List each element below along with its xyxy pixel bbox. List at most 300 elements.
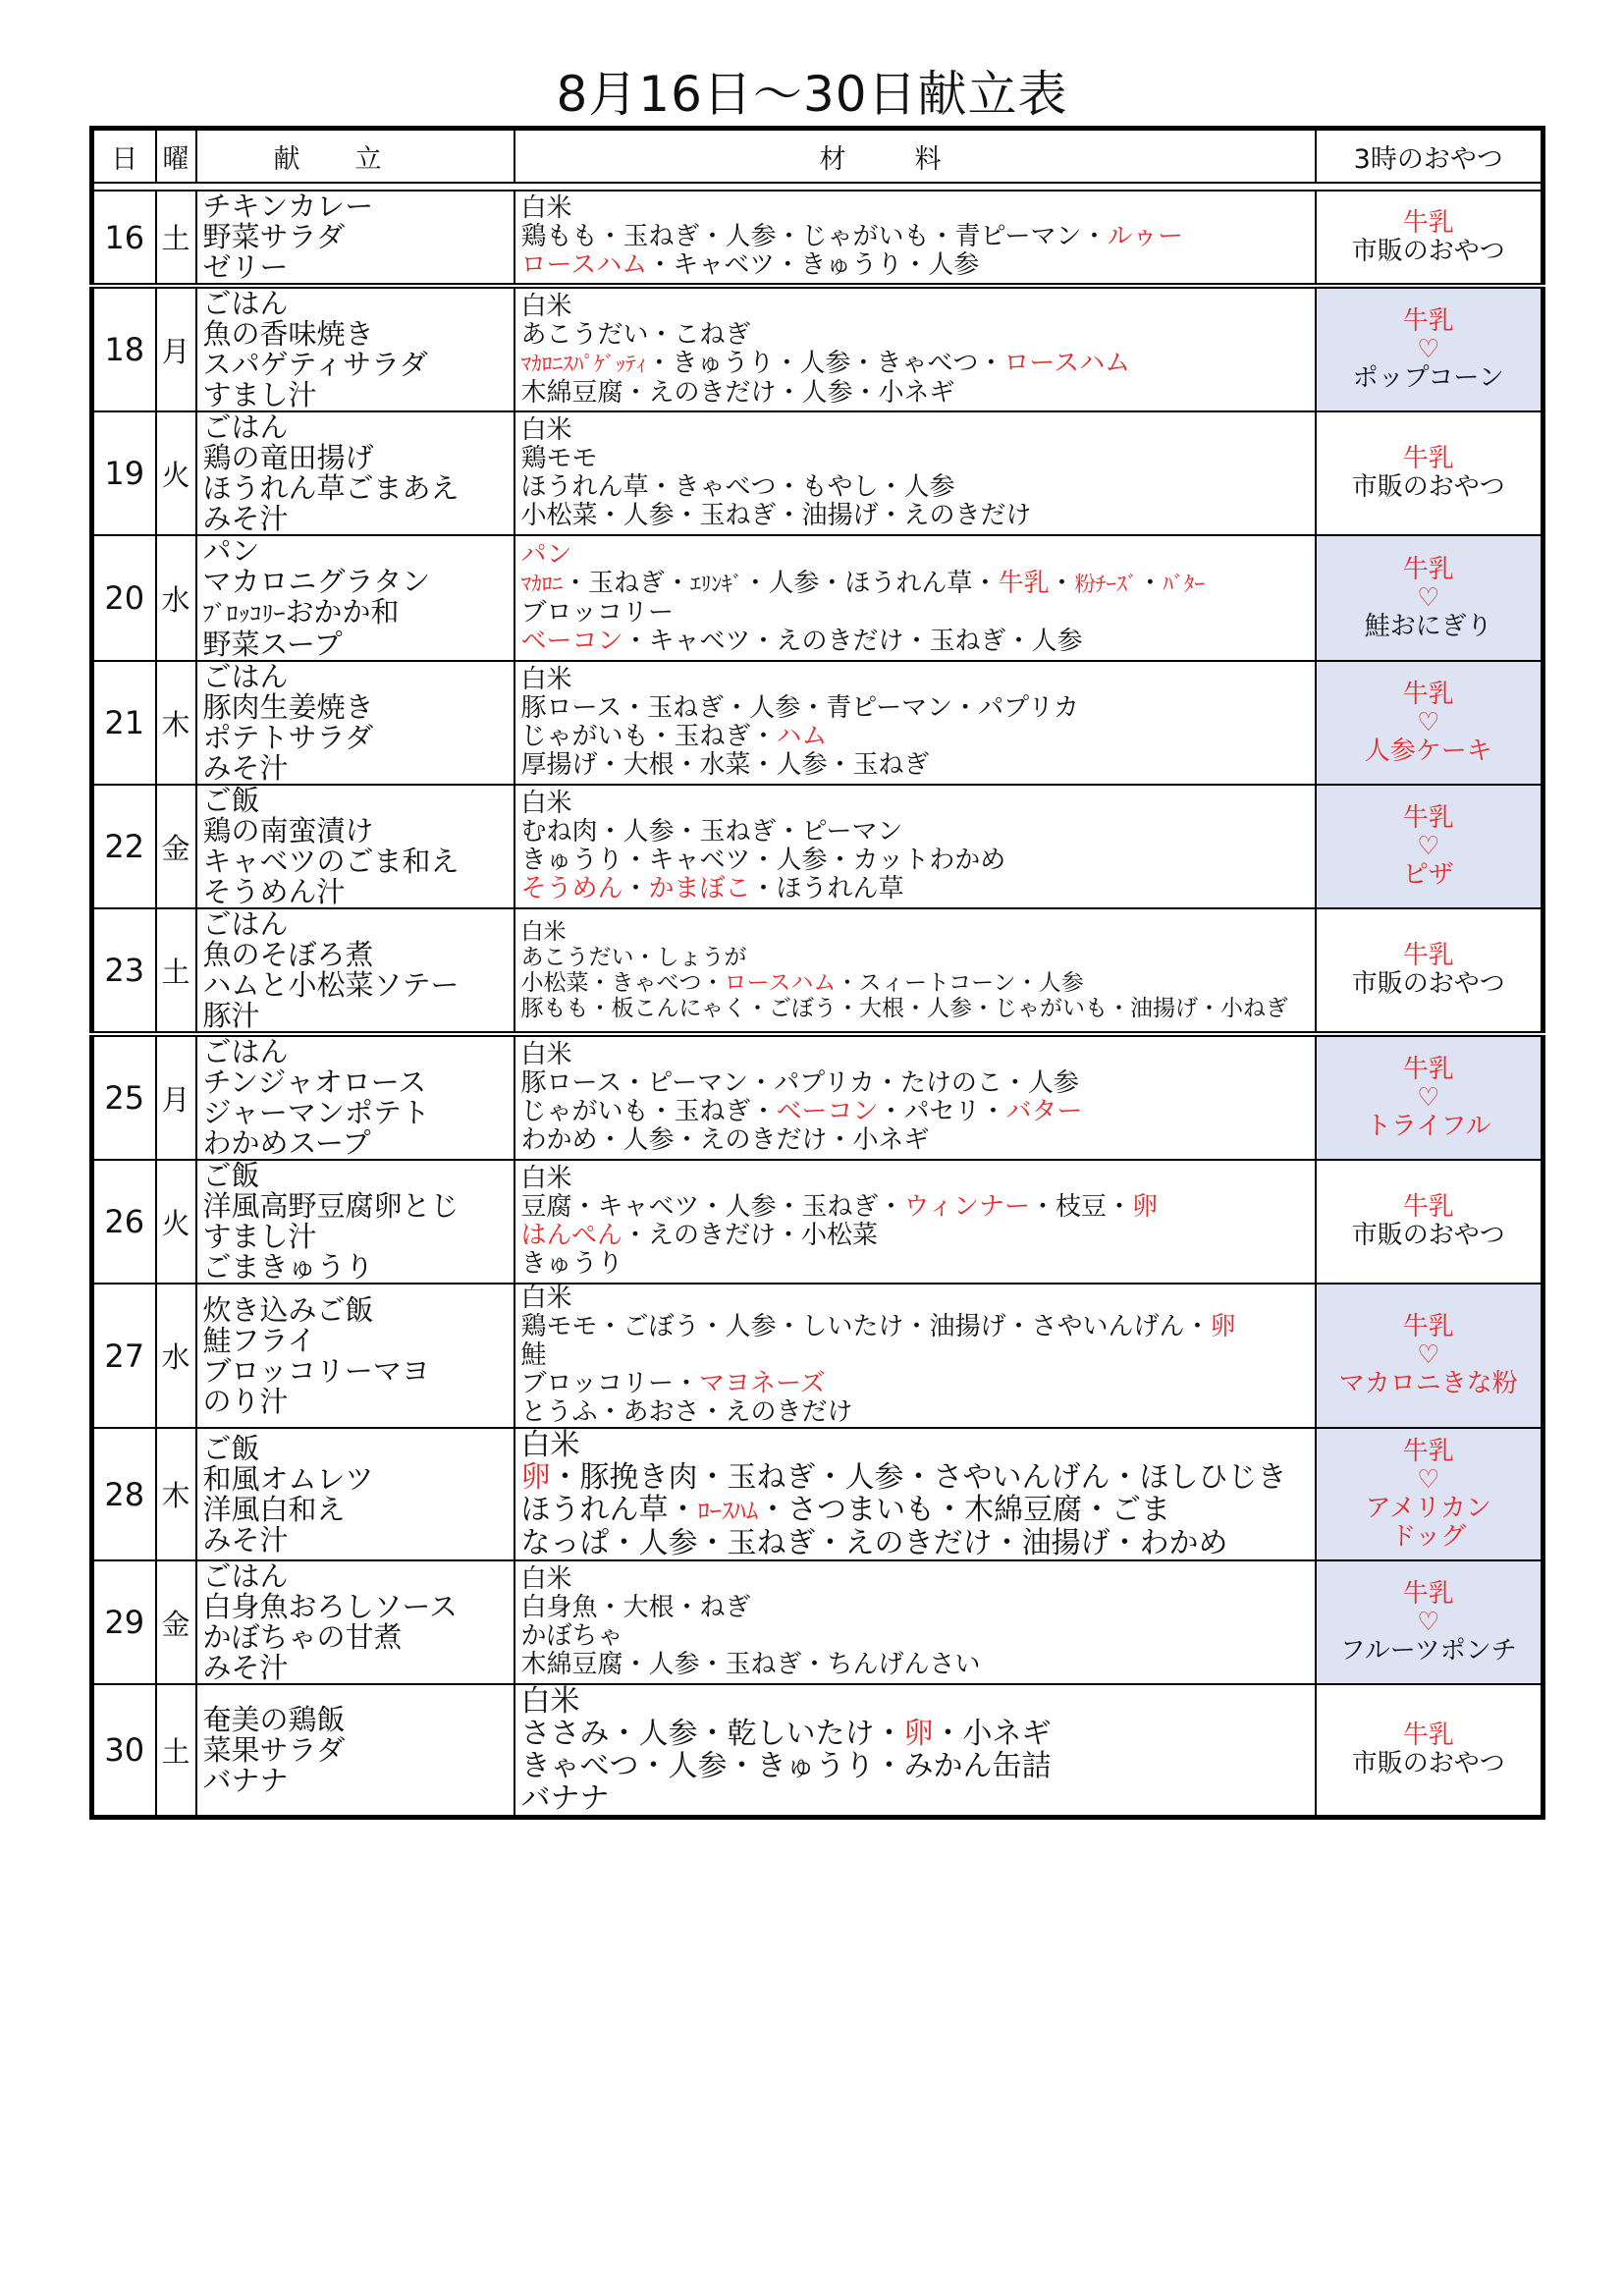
ingredient-text: ・小ネギ [933,1717,1052,1751]
menu-cell [196,1560,514,1684]
ingredient-highlight: 卵 [903,1717,934,1751]
snack-cell [1316,191,1543,286]
weekday-cell: 火 [156,1160,196,1284]
dish-name: すまし汁 [202,1220,317,1253]
ingredient-line [521,1069,1315,1098]
day-cell: 27 [92,1284,156,1428]
ingredient-text: ほうれん草・きゃべつ・もやし・人参 [520,472,955,502]
ingredient-highlight: そうめん [520,874,623,903]
dish-name: そうめん汁 [202,875,346,908]
ingredient-line [521,350,1315,379]
ingredient-line [521,1250,1315,1279]
table-row [92,1160,1543,1284]
menu-cell [196,286,514,411]
ingredient-text: 白米 [520,789,572,818]
ingredient-text: きゃべつ・人参・きゅうり・みかん缶詰 [520,1749,1052,1783]
dish-name: 和風オムレツ [202,1461,374,1496]
dish-name: わかめスープ [202,1126,371,1160]
ingredient-line [521,1370,1315,1398]
ingredient-text: 白米 [520,1164,572,1193]
ingredient-text: 白米 [520,1040,572,1069]
dish-name: パン [202,534,260,568]
snack-cell [1316,1034,1543,1160]
snack-cell [1316,785,1543,908]
dish-name: ポテトサラダ [202,721,374,754]
ingredients-cell [514,286,1316,411]
ingredient-highlight: ベーコン [520,626,623,656]
ingredient-text: ・人参・ほうれん草・ [742,568,999,598]
ingredient-line [521,1193,1315,1222]
ingredient-text: ・さつまいも・木綿豆腐・ごま [758,1493,1170,1527]
ingredient-text: とうふ・あおさ・えのきだけ [520,1397,853,1427]
ingredient-highlight: マヨネーズ [698,1369,826,1398]
table-row [92,785,1543,908]
ingredient-text: むね肉・人参・玉ねぎ・ピーマン [520,817,903,847]
header-day: 日 [92,129,156,184]
ingredient-line [521,628,1315,656]
day-cell: 26 [92,1160,156,1284]
ingredient-text: 豚ロース・玉ねぎ・人参・青ピーマン・パプリカ [520,693,1079,723]
ingredient-highlight: ﾛｰｽﾊﾑ [697,1497,758,1525]
dish-name: ご飯 [202,1431,260,1465]
dish-name: みそ汁 [202,1522,289,1557]
ingredients-cell [514,191,1316,286]
ingredient-line [521,599,1315,628]
ingredient-line [521,1782,1315,1815]
snack-item: 牛乳 [1402,941,1454,970]
ingredients-cell [514,535,1316,661]
ingredient-text: 鶏モモ [520,444,598,473]
ingredient-line [521,1398,1315,1427]
snack-item: アメリカン [1365,1493,1491,1523]
ingredient-line [521,945,1315,970]
ingredients-cell [514,411,1316,535]
dish-name: ジャーマンポテト [202,1096,430,1129]
heart-icon: ♡ [1417,582,1440,613]
weekday-cell: 金 [156,1560,196,1684]
snack-item: 牛乳 [1402,1436,1454,1466]
ingredient-line [521,251,1315,280]
ingredient-highlight: ベーコン [776,1097,879,1126]
dish-name: 炊き込みご飯 [202,1292,374,1327]
ingredient-line [521,1527,1315,1559]
dish-name: キャベツのごま和え [202,845,460,878]
dish-name: のり汁 [202,1384,289,1418]
heart-icon: ♡ [1417,1082,1440,1113]
dish-name: かぼちゃの甘煮 [202,1620,403,1654]
ingredient-text: あこうだい・こねぎ [520,319,751,350]
heart-icon: ♡ [1417,707,1440,738]
table-row [92,1684,1543,1818]
dish-name: ごはん [202,907,289,941]
ingredient-text: ・ [1049,568,1075,598]
table-row [92,1284,1543,1428]
menu-cell [196,785,514,908]
ingredient-text: ・きゅうり・人参・きゃべつ・ [646,348,1004,378]
day-cell: 29 [92,1560,156,1684]
ingredient-line [521,1041,1315,1069]
snack-item: 牛乳 [1402,444,1454,473]
snack-item: 牛乳 [1402,554,1454,584]
ingredient-text: 鶏もも・玉ねぎ・人参・じゃがいも・青ピーマン・ [520,222,1108,251]
snack-cell [1316,535,1543,661]
snack-item: 鮭おにぎり [1364,611,1492,641]
ingredients-cell [514,1428,1316,1560]
menu-cell [196,1160,514,1284]
snack-cell [1316,661,1543,785]
dish-name: マカロニグラタン [202,565,431,598]
ingredient-text: 厚揚げ・大根・水菜・人参・玉ねぎ [520,750,930,780]
ingredient-line [521,502,1315,530]
weekday-cell: 水 [156,535,196,661]
dish-name: 野菜スープ [202,628,343,661]
dish-name: チキンカレー [202,190,374,223]
menu-cell [196,661,514,785]
snack-item: 市販のおやつ [1351,969,1505,999]
ingredient-text: 白米 [520,291,572,321]
ingredient-line [521,1313,1315,1341]
dish-name: 魚のそぼろ煮 [202,938,374,971]
ingredient-line [521,919,1315,945]
snack-item: ポップコーン [1352,362,1504,393]
ingredient-line [521,694,1315,723]
ingredient-highlight: ウィンナー [903,1192,1030,1222]
table-row [92,1560,1543,1684]
ingredient-highlight: ロースハム [1003,348,1131,378]
ingredient-text: 白米 [520,1284,572,1313]
snack-cell [1316,1560,1543,1684]
dish-name: 魚の香味焼き [202,317,374,351]
ingredient-text: 鶏モモ・ごぼう・人参・しいたけ・油揚げ・さやいんげん・ [520,1312,1211,1341]
ingredient-highlight: パン [520,539,572,570]
ingredient-highlight: かまぼこ [648,874,751,903]
dish-name: 鮭フライ [202,1323,316,1357]
ingredient-highlight: ロースハム [520,250,648,280]
snack-item: 市販のおやつ [1351,1221,1505,1250]
ingredient-line [521,541,1315,570]
ingredient-line [521,1461,1315,1494]
dish-name: 鶏の竜田揚げ [202,441,374,474]
header-ingredients: 材料 [514,129,1316,184]
snack-cell [1316,286,1543,411]
ingredient-line [521,1341,1315,1370]
ingredient-text: ・玉ねぎ・ [563,568,691,598]
dish-name: ブロッコリーマヨ [202,1353,430,1388]
ingredient-highlight: ﾏｶﾛﾆ [520,572,564,597]
ingredient-line [521,1750,1315,1782]
snack-item: 牛乳 [1402,1721,1454,1750]
ingredients-cell [514,1034,1316,1160]
table-row [92,1428,1543,1560]
dish-name: チンジャオロース [202,1066,427,1099]
menu-cell [196,191,514,286]
ingredient-text: 白米 [520,1564,572,1594]
ingredient-line [521,1429,1315,1461]
ingredient-text: ・キャベツ・えのきだけ・玉ねぎ・人参 [623,626,1083,656]
snack-item: 市販のおやつ [1351,1749,1505,1778]
ingredient-text: 鮭 [520,1340,547,1370]
snack-item: 市販のおやつ [1351,236,1505,266]
ingredient-text: 白米 [520,1684,580,1719]
menu-table [89,126,1545,1820]
snack-item: 牛乳 [1402,1054,1454,1084]
snack-cell [1316,1284,1543,1428]
day-cell: 25 [92,1034,156,1160]
ingredient-text: 白米 [520,193,572,223]
dish-name: ご飯 [202,784,260,817]
snack-item: 牛乳 [1402,1578,1454,1609]
page-title: 8月16日～30日献立表 [556,66,1068,123]
ingredients-cell [514,1284,1316,1428]
dish-name: ハムと小松菜ソテー [202,968,460,1002]
dish-name [203,597,514,629]
snack-item: 牛乳 [1402,1312,1454,1341]
table-row [92,908,1543,1034]
snack-cell [1316,411,1543,535]
ingredient-text: 白米 [520,415,572,445]
menu-cell [196,411,514,535]
ingredient-text: ・枝豆・ [1029,1192,1132,1222]
dish-name: 白身魚おろしソース [202,1590,459,1623]
table-row [92,661,1543,785]
dish-name: みそ汁 [202,751,289,785]
ingredient-line [521,293,1315,321]
dish-name: ごはん [202,1035,289,1068]
ingredient-text: ブロッコリー [520,597,674,628]
snack-cell [1316,1160,1543,1284]
ingredient-highlight: ルゥー [1107,222,1183,251]
dish-name: 野菜サラダ [202,220,346,253]
weekday-cell: 金 [156,785,196,908]
header-snack: 3時のおやつ [1316,129,1543,184]
ingredient-line [521,445,1315,473]
ingredient-line [521,996,1315,1021]
header-row [92,129,1543,184]
ingredient-text: ・えのきだけ・小松菜 [622,1221,878,1250]
heart-icon: ♡ [1417,1607,1440,1637]
weekday-cell: 土 [156,908,196,1034]
ingredient-line [521,818,1315,847]
ingredient-text: ｴﾘﾝｷﾞ [690,572,743,597]
ingredient-line [521,1098,1315,1126]
ingredient-line [521,1285,1315,1313]
dish-name: 鶏の南蛮漬け [202,814,374,847]
ingredient-highlight: はんぺん [520,1221,623,1250]
dish-name: ごはん [202,287,289,320]
snack-item: 牛乳 [1402,802,1454,833]
ingredient-highlight: 卵 [520,1460,551,1495]
ingredient-text: 小松菜・きゃべつ・ [520,970,725,996]
ingredient-text: ・スィートコーン・人参 [836,970,1084,996]
ingredient-highlight: 粉ﾁｰｽﾞ [1074,572,1138,597]
ingredient-line [521,1622,1315,1651]
ingredient-line [521,194,1315,223]
ingredient-highlight: 卵 [1131,1192,1158,1222]
ingredient-highlight: 牛乳 [998,568,1050,598]
ingredient-text: 豚ロース・ピーマン・パプリカ・たけのこ・人参 [520,1068,1079,1098]
snack-item: 牛乳 [1402,207,1454,238]
weekday-cell: 月 [156,286,196,411]
ingredient-text: じゃがいも・玉ねぎ・ [520,1097,777,1126]
ingredient-line [521,847,1315,875]
menu-cell [196,1684,514,1818]
heart-icon: ♡ [1417,1340,1440,1370]
snack-item: ピザ [1402,859,1454,890]
dish-name: みそ汁 [202,502,289,535]
dish-name: バナナ [202,1763,289,1797]
dish-name: ごはん [202,410,289,444]
ingredient-text: わかめ・人参・えのきだけ・小ネギ [520,1125,930,1155]
snack-item: 市販のおやつ [1351,472,1505,502]
ingredients-cell [514,1160,1316,1284]
dish-name: ごはん [202,660,289,693]
heart-icon: ♡ [1417,1464,1440,1495]
ingredient-line [521,473,1315,502]
ingredient-highlight: ハム [776,722,828,751]
ingredient-line [521,223,1315,251]
ingredient-text: ・キャベツ・きゅうり・人参 [647,250,980,280]
ingredient-text: ほうれん草・ [520,1493,698,1527]
ingredient-line [521,1494,1315,1527]
menu-cell [196,1284,514,1428]
ingredients-cell [514,1684,1316,1818]
ingredient-line [521,321,1315,350]
dish-name: 洋風高野豆腐卵とじ [202,1189,460,1223]
ingredient-line [521,416,1315,445]
dish-name: ご飯 [202,1159,260,1192]
ingredients-cell [514,1560,1316,1684]
dish-name: 奄美の鶏飯 [202,1702,346,1736]
dish-part: ﾌﾞﾛｯｺﾘｰ [202,600,286,628]
day-cell: 23 [92,908,156,1034]
menu-cell [196,1428,514,1560]
dish-name: みそ汁 [202,1651,289,1684]
ingredient-line [521,1594,1315,1622]
ingredient-text: バナナ [520,1781,610,1816]
ingredient-text: なっぱ・人参・玉ねぎ・えのきだけ・油揚げ・わかめ [520,1526,1228,1560]
dish-name: ごはん [202,1559,289,1593]
ingredient-line [521,751,1315,780]
heart-icon: ♡ [1417,334,1440,364]
table-row [92,286,1543,411]
ingredient-line [521,1565,1315,1594]
weekday-cell: 土 [156,191,196,286]
ingredient-text: 豚もも・板こんにゃく・ごぼう・大根・人参・じゃがいも・油揚げ・小ねぎ [520,996,1289,1021]
dish-name: ごまきゅうり [202,1250,374,1284]
dish-name: 豚肉生姜焼き [202,690,374,724]
ingredient-line [521,1165,1315,1193]
dish-name: 豚汁 [202,999,260,1032]
day-cell: 22 [92,785,156,908]
ingredient-line [521,790,1315,818]
snack-cell [1316,908,1543,1034]
ingredient-text: ・ほうれん草 [750,874,904,903]
dish-name: ほうれん草ごまあえ [202,471,460,505]
dish-name: 洋風白和え [202,1492,346,1526]
ingredient-text: ・豚挽き肉・玉ねぎ・人参・さやいんげん・ほしひじき [550,1460,1287,1495]
snack-item: ドッグ [1390,1521,1467,1552]
ingredient-line [521,379,1315,408]
table-row [92,191,1543,286]
ingredient-highlight: ﾏｶﾛﾆｽﾊﾟｹﾞｯﾃｨ [520,352,647,377]
ingredients-cell [514,661,1316,785]
snack-cell [1316,1684,1543,1818]
ingredient-line [521,570,1315,599]
dish-name: すまし汁 [202,378,317,411]
table-row [92,535,1543,661]
ingredient-line [521,970,1315,996]
ingredient-text: あこうだい・しょうが [520,945,747,970]
ingredient-line [521,1718,1315,1750]
ingredient-highlight: ﾊﾞﾀｰ [1163,572,1206,597]
day-cell: 18 [92,286,156,411]
ingredient-line [521,1651,1315,1679]
day-cell: 16 [92,191,156,286]
snack-item: トライフル [1366,1111,1491,1141]
ingredient-text: 白米 [520,1428,580,1462]
ingredient-text: ブロッコリー・ [520,1369,699,1398]
table-row [92,1034,1543,1160]
ingredient-line [521,875,1315,903]
weekday-cell: 水 [156,1284,196,1428]
ingredient-text: きゅうり・キャベツ・人参・カットわかめ [520,846,1006,875]
snack-item: マカロニきな粉 [1338,1369,1518,1398]
snack-item: 人参ケーキ [1364,736,1492,766]
menu-cell [196,535,514,661]
ingredient-text: じゃがいも・玉ねぎ・ [520,722,777,751]
ingredient-text: ・パセリ・ [878,1097,1006,1126]
menu-body [92,183,1543,1818]
ingredient-text: ・ [1137,568,1164,598]
table-row [92,411,1543,535]
ingredient-text: 白身魚・大根・ねぎ [520,1593,751,1622]
weekday-cell: 月 [156,1034,196,1160]
ingredient-line [521,1126,1315,1155]
ingredient-line [521,723,1315,751]
snack-item: フルーツポンチ [1339,1635,1517,1666]
ingredient-text: 木綿豆腐・人参・玉ねぎ・ちんげんさい [520,1650,981,1679]
snack-item: 牛乳 [1402,305,1454,336]
ingredient-highlight: 卵 [1210,1312,1236,1341]
menu-cell [196,908,514,1034]
ingredient-text: 木綿豆腐・えのきだけ・人参・小ネギ [520,377,955,408]
ingredient-highlight: ロースハム [724,970,837,996]
ingredient-text: 豆腐・キャベツ・人参・玉ねぎ・ [520,1192,904,1222]
ingredient-highlight: バター [1005,1097,1083,1126]
dish-name: スパゲティサラダ [202,348,428,381]
ingredient-text: きゅうり [520,1249,623,1279]
ingredient-text: 白米 [520,919,567,945]
day-cell: 20 [92,535,156,661]
ingredients-cell [514,785,1316,908]
menu-cell [196,1034,514,1160]
snack-item: 牛乳 [1402,679,1454,709]
ingredient-text: ささみ・人参・乾しいたけ・ [520,1717,904,1751]
ingredient-line [521,666,1315,694]
dish-part: おかか和 [285,595,400,629]
weekday-cell: 火 [156,411,196,535]
ingredient-line [521,1685,1315,1718]
day-cell: 28 [92,1428,156,1560]
dish-name: ゼリー [202,250,289,284]
header-menu: 献立 [196,129,514,184]
day-cell: 30 [92,1684,156,1818]
dish-name: 菜果サラダ [202,1732,346,1767]
ingredient-text: 小松菜・人参・玉ねぎ・油揚げ・えのきだけ [520,501,1032,530]
snack-item: 牛乳 [1402,1192,1454,1222]
header-weekday: 曜 [156,129,196,184]
snack-cell [1316,1428,1543,1560]
